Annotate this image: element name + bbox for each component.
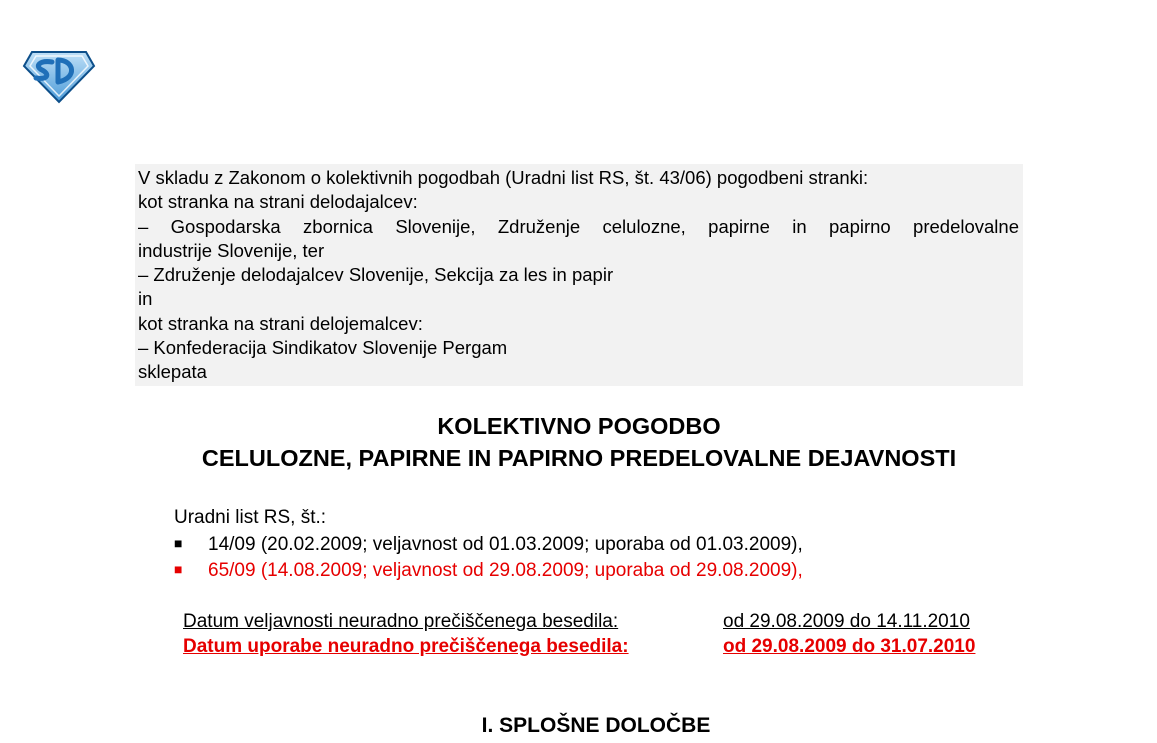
- intro-line: in: [138, 288, 153, 310]
- intro-line: V skladu z Zakonom o kolektivnih pogodbah (Uradni list RS, št. 43/06) pogodbeni stranki:: [138, 167, 869, 188]
- publication-item: [174, 534, 803, 556]
- publication-item: [174, 560, 803, 582]
- validity-date-value: od 29.08.2009 do 14.11.2010: [723, 611, 970, 632]
- document-subtitle: CELULOZNE, PAPIRNE IN PAPIRNO PREDELOVALNE DEJAVNOSTI: [201, 445, 957, 471]
- intro-line: – Konfederacija Sindikatov Slovenije Pergam: [138, 337, 508, 359]
- intro-line: industrije Slovenije, ter: [138, 239, 325, 261]
- document-title: KOLEKTIVNO POGODBO: [437, 413, 721, 439]
- publication-item-text: 14/09 (20.02.2009; veljavnost od 01.03.2009; uporaba od 01.03.2009),: [208, 534, 803, 555]
- bullet-icon: ■: [174, 535, 183, 551]
- bullet-icon: ■: [174, 561, 183, 577]
- application-date-label: Datum uporabe neuradno prečiščenega besedila:: [183, 636, 629, 657]
- validity-date-label: Datum veljavnosti neuradno prečiščenega besedila:: [183, 611, 619, 632]
- sd-shield-logo-icon: [22, 48, 96, 104]
- intro-line: kot stranka na strani delodajalcev:: [138, 191, 418, 213]
- intro-line: – Združenje delodajalcev Slovenije, Sekcija za les in papir: [138, 264, 614, 286]
- publication-heading: Uradni list RS, št.:: [174, 507, 327, 528]
- intro-line: kot stranka na strani delojemalcev:: [138, 312, 423, 334]
- section-heading: I. SPLOŠNE DOLOČBE: [481, 714, 711, 737]
- application-date-value: od 29.08.2009 do 31.07.2010: [723, 636, 976, 657]
- intro-block: [135, 164, 1023, 386]
- publication-item-text: 65/09 (14.08.2009; veljavnost od 29.08.2009; uporaba od 29.08.2009),: [208, 560, 803, 581]
- intro-line: – Gospodarska zbornica Slovenije, Združenje celulozne, papirne in papirno predelovalne: [138, 215, 1019, 237]
- intro-line: sklepata: [138, 361, 207, 383]
